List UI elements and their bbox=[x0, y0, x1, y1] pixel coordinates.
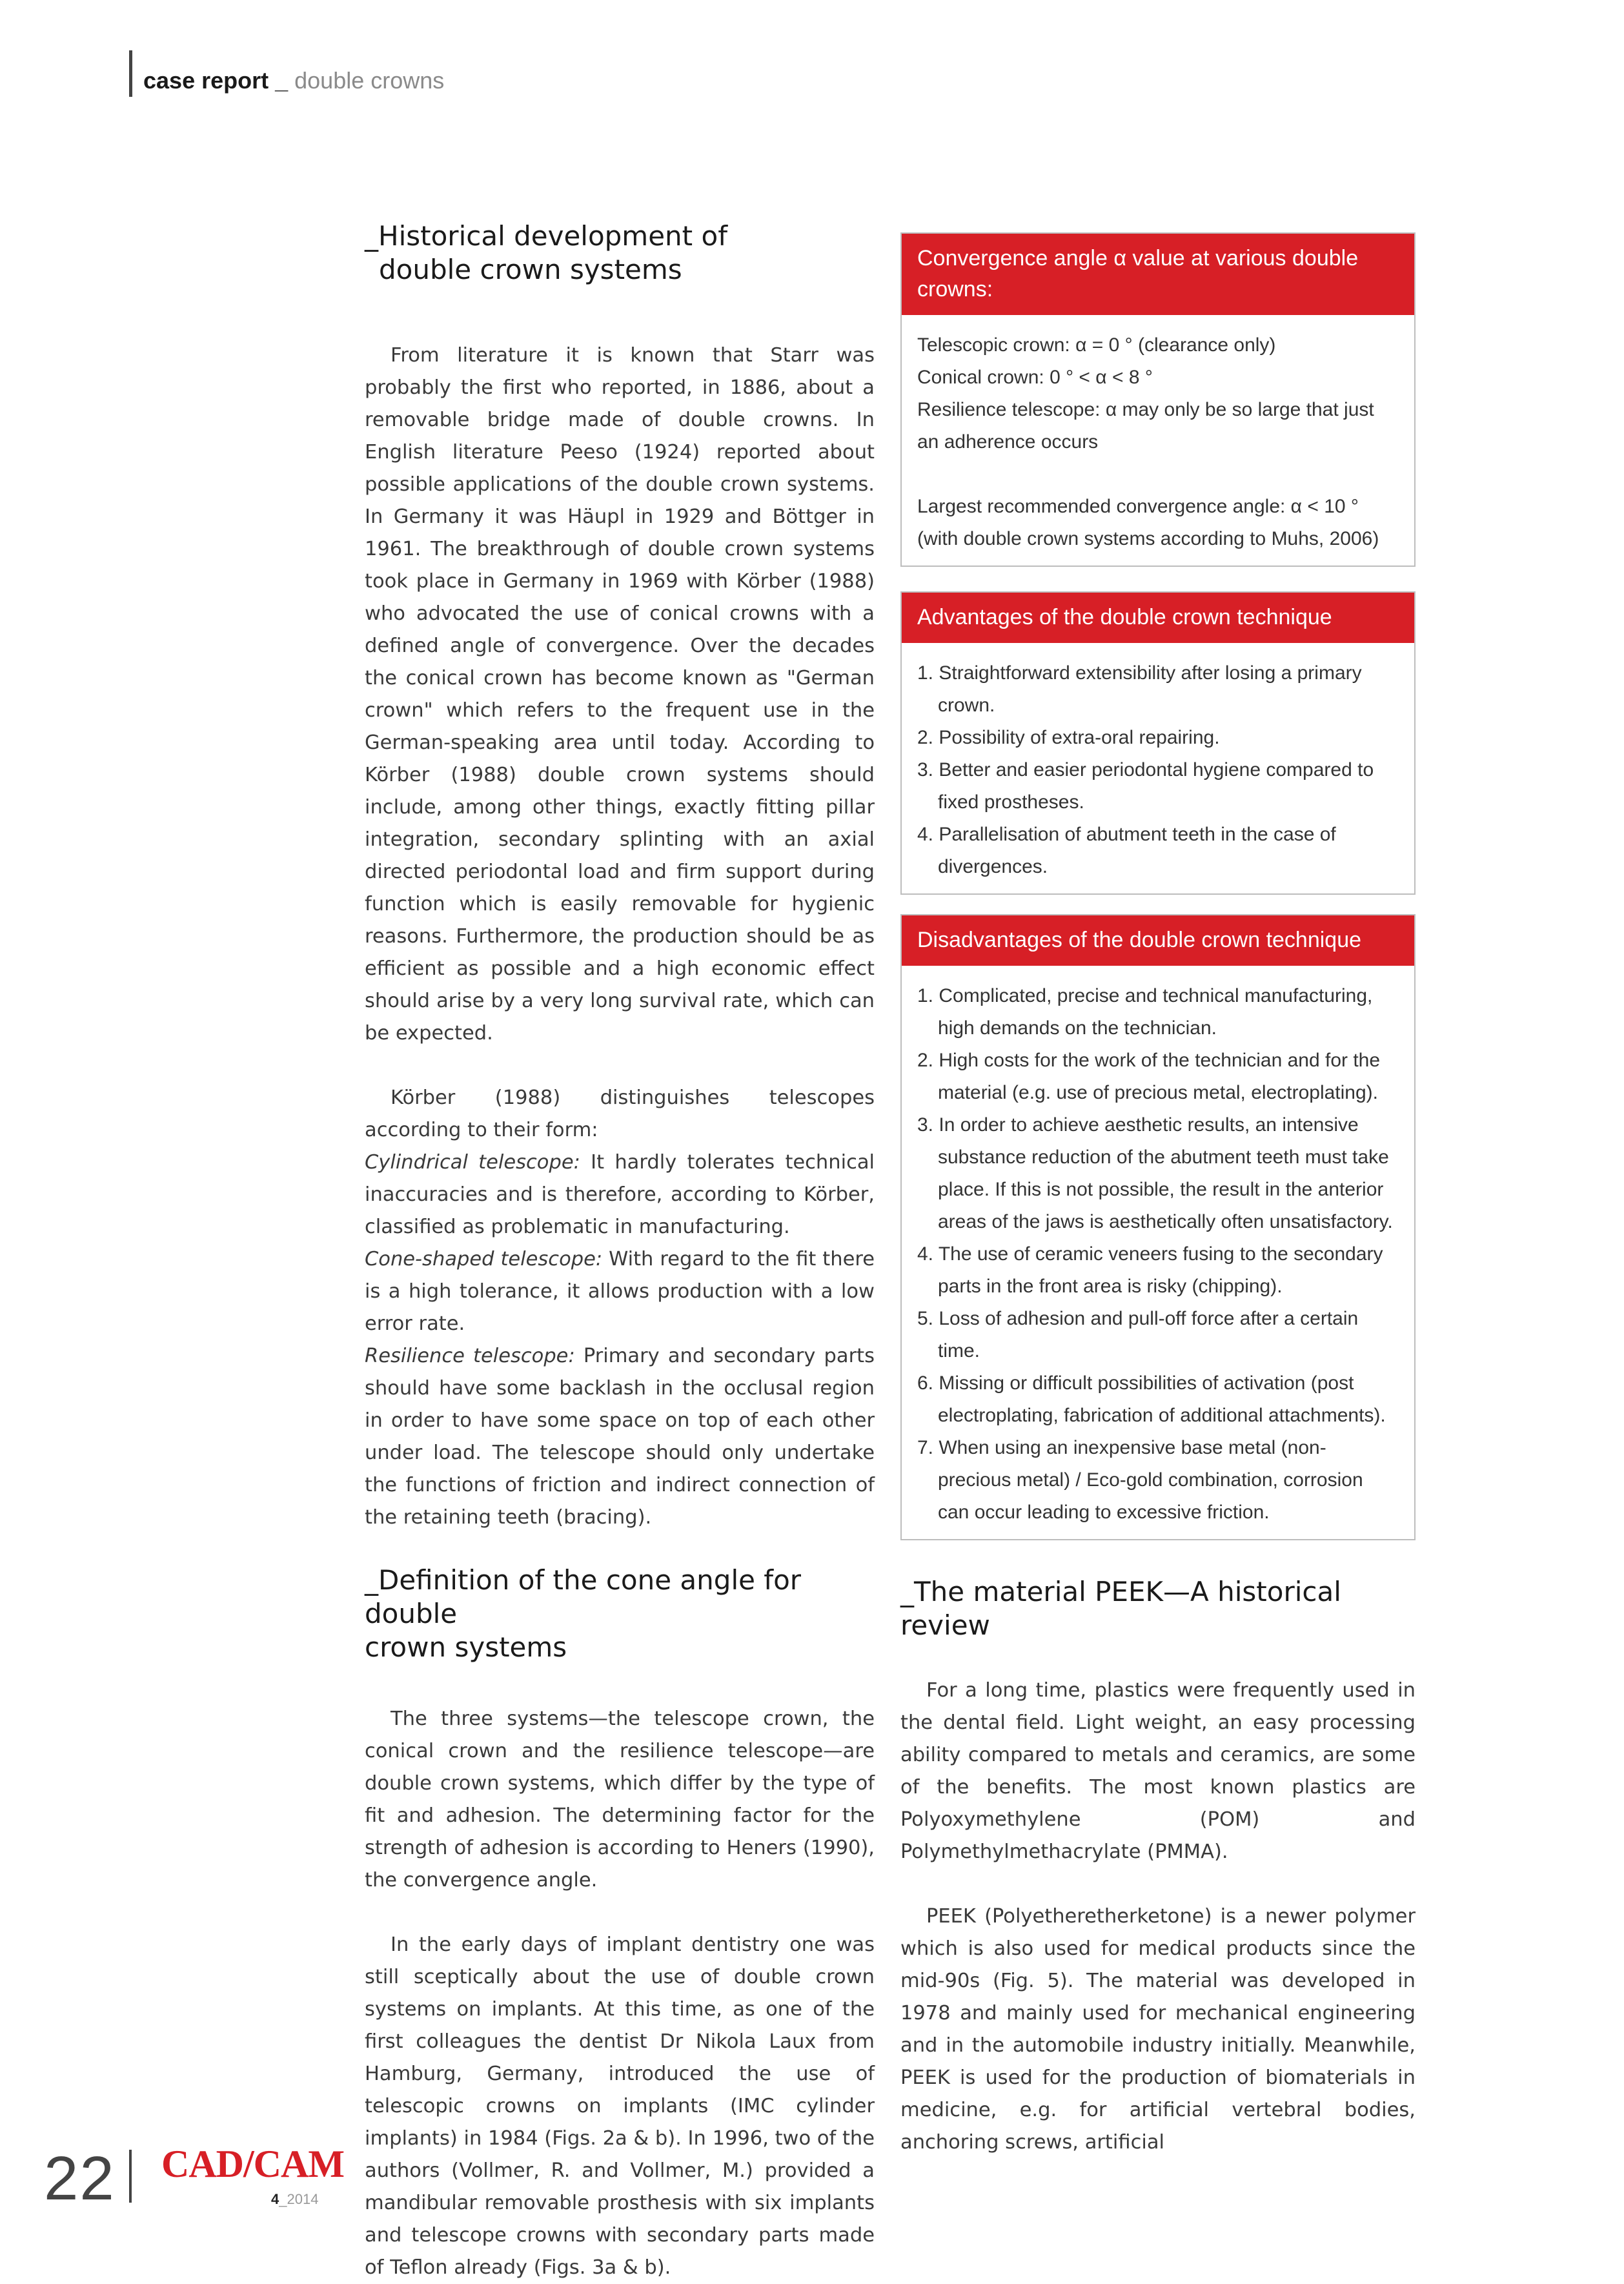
list-item: 6. Missing or difficult possibilities of activation (post electroplating, fabrication of additional attachments). bbox=[917, 1372, 1386, 1426]
paragraph-cylindrical bbox=[365, 1147, 875, 1243]
paragraph-plastics: For a long time, plastics were frequently used in the dental field. Light weight, an easy processing ability compared to metals and ceramics, are some of the benefits. The most known plastics are Polyoxymethylene (POM) and Polymethylmethacrylate (PMMA). bbox=[900, 1679, 1416, 1863]
list-item: 4. Parallelisation of abutment teeth in the case of divergences. bbox=[917, 824, 1336, 877]
header-title bbox=[143, 67, 444, 94]
term-cylindrical: Cylindrical telescope: bbox=[365, 1151, 580, 1174]
term-resilience: Resilience telescope: bbox=[365, 1345, 575, 1367]
box-title: Disadvantages of the double crown technique bbox=[902, 915, 1414, 966]
paragraph-koerber: Körber (1988) distinguishes telescopes according to their form: bbox=[365, 1086, 875, 1141]
header-topic: double crowns bbox=[294, 67, 445, 94]
list-item: 1. Straightforward extensibility after losing a primary crown. bbox=[917, 662, 1362, 716]
info-box-advantages bbox=[900, 591, 1416, 895]
issue-number: 4 bbox=[271, 2191, 279, 2207]
paragraph-history: From literature it is known that Starr was probably the first who reported, in 1886, about a removable bridge made of double crowns. In English literature Peeso (1924) reported about possible applications of the double crown systems. In Germany it was Häupl in 1929 and Böttger in 1961. The breakthrough of double crown systems took place in Germany in 1969 with Körber (1988) who advocated the use of conical crowns with a defined angle of convergence. Over the decades the conical crown has become known as "German crown" which refers to the frequent use in the German-speaking area until today. According to Körber (1988) double crown systems should include, among other things, exactly fitting pillar integration, secondary splinting with an axial directed periodontal load and firm support during function which is easily removable for hygienic reasons. Furthermore, the production should be as efficient as possible and a high economic effect should arise by a very long survival rate, which can be expected. bbox=[365, 344, 875, 1045]
paragraph-implants: In the early days of implant dentistry one was still sceptically about the use of double crown systems on implants. At this time, as one of the first colleagues the dentist Dr Nikola Laux from Hamburg, Germany, introduced the use of telescopic crowns on implants (IMC cylinder implants) in 1984 (Figs. 2a & b). In 1996, two of the authors (Vollmer, R. and Vollmer, M.) provided a mandibular removable prosthesis with six implants and telescope crowns with secondary parts made of Teflon already (Figs. 3a & b). bbox=[365, 1933, 875, 2279]
text-resilience: Primary and secondary parts should have some backlash in the occlusal region in order to have some space on top of each other under load. The telescope should only undertake the functions of friction and indirect connection of the retaining teeth (bracing). bbox=[365, 1345, 875, 1529]
box-title: Advantages of the double crown technique bbox=[902, 593, 1414, 643]
header-separator: _ bbox=[269, 67, 295, 94]
list-item: 7. When using an inexpensive base metal (non-precious metal) / Eco-gold combination, corrosion can occur leading to excessive friction. bbox=[917, 1437, 1363, 1523]
paragraph-resilience bbox=[365, 1340, 875, 1534]
page-number: 22 bbox=[44, 2144, 116, 2213]
info-box-disadvantages bbox=[900, 914, 1416, 1540]
list-item: 2. Possibility of extra-oral repairing. bbox=[917, 727, 1220, 748]
list-item: 4. The use of ceramic veneers fusing to the secondary parts in the front area is risky (chipping). bbox=[917, 1243, 1383, 1297]
section-heading-cone-angle bbox=[365, 1564, 875, 1664]
header-rule bbox=[129, 50, 132, 97]
list-item: 2. High costs for the work of the technician and for the material (e.g. use of precious metal, electroplating). bbox=[917, 1050, 1381, 1103]
heading-line: _Historical development of bbox=[365, 220, 727, 252]
list-item: 1. Complicated, precise and technical manufacturing, high demands on the technician. bbox=[917, 985, 1373, 1039]
list-item: 3. In order to achieve aesthetic results, an intensive substance reduction of the abutment teeth must take place. If this is not possible, the result in the anterior areas of the jaws is aesthetically often unsatisfactory. bbox=[917, 1114, 1393, 1232]
issue-year: _2014 bbox=[279, 2191, 319, 2207]
term-cone: Cone-shaped telescope: bbox=[365, 1248, 603, 1270]
convergence-line: Telescopic crown: α = 0 ° (clearance only) bbox=[917, 334, 1276, 356]
convergence-line: Conical crown: 0 ° < α < 8 ° bbox=[917, 367, 1153, 388]
convergence-largest: Largest recommended convergence angle: α < 10 ° (with double crown systems according to Muhs, 2006) bbox=[917, 496, 1379, 549]
heading-line: double crown systems bbox=[379, 254, 682, 285]
box-body bbox=[902, 643, 1414, 893]
paragraph-three-systems: The three systems—the telescope crown, the conical crown and the resilience telescope—are double crown systems, which differ by the type of fit and adhesion. The determining factor for the strength of adhesion is according to Heners (1990), the convergence angle. bbox=[365, 1708, 875, 1891]
right-column bbox=[900, 232, 1416, 2159]
paragraph-cone bbox=[365, 1243, 875, 1340]
info-box-convergence bbox=[900, 232, 1416, 567]
left-column bbox=[365, 219, 875, 2284]
footer-rule bbox=[129, 2150, 132, 2203]
box-title: Convergence angle α value at various double crowns: bbox=[902, 234, 1414, 315]
box-body bbox=[902, 966, 1414, 1539]
box-body bbox=[902, 315, 1414, 566]
list-item: 3. Better and easier periodontal hygiene compared to fixed prostheses. bbox=[917, 759, 1374, 813]
issue-label bbox=[271, 2191, 318, 2208]
magazine-logo: CAD/CAM bbox=[161, 2143, 344, 2185]
section-heading-peek: _The material PEEK—A historical review bbox=[900, 1576, 1341, 1641]
text-cone: With regard to the fit there is a high tolerance, it allows production with a low error rate. bbox=[365, 1248, 875, 1335]
paragraph-peek: PEEK (Polyetheretherketone) is a newer polymer which is also used for medical products since the mid-90s (Fig. 5). The material was developed in 1978 and mainly used for mechanical engineering and in the automobile industry initially. Meanwhile, PEEK is used for the production of biomaterials in medicine, e.g. for artificial vertebral bodies, anchoring screws, artificial bbox=[900, 1905, 1416, 2154]
header-section: case report bbox=[143, 67, 269, 94]
convergence-line: Resilience telescope: α may only be so large that just an adherence occurs bbox=[917, 399, 1374, 453]
heading-line: crown systems bbox=[365, 1631, 567, 1663]
list-item: 5. Loss of adhesion and pull-off force after a certain time. bbox=[917, 1308, 1359, 1361]
section-heading-history bbox=[365, 219, 875, 287]
text-cylindrical: It hardly tolerates technical inaccuracies and is therefore, according to Körber, classified as problematic in manufacturing. bbox=[365, 1151, 875, 1238]
heading-line: _Definition of the cone angle for double bbox=[365, 1564, 802, 1629]
